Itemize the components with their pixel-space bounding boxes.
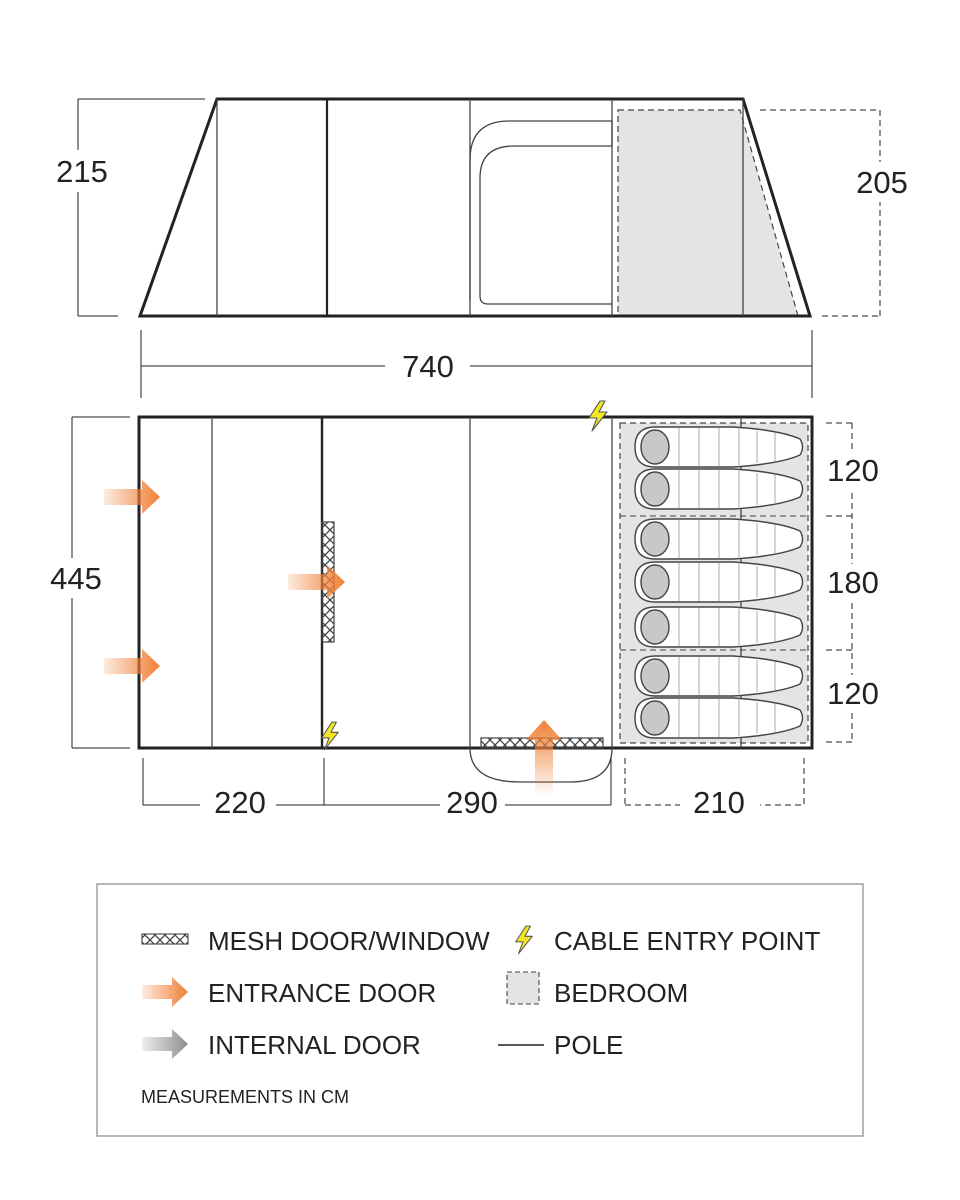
legend-internal-label: INTERNAL DOOR [208, 1030, 421, 1060]
dim-side-height-left: 215 [56, 154, 108, 189]
sleeping-bag [635, 427, 803, 467]
sleeping-bag [635, 607, 803, 647]
entrance-door-arrow [104, 480, 160, 514]
dim-side-height-right: 205 [856, 165, 908, 200]
dim-width: 445 [50, 561, 102, 596]
entrance-door-arrow-front [526, 720, 562, 796]
entrance-door-arrow [288, 565, 345, 599]
dim-bedroom-3: 120 [827, 676, 879, 711]
legend-pole-label: POLE [554, 1030, 624, 1060]
entrance-door-arrow [104, 649, 160, 683]
sleeping-bag [635, 519, 803, 559]
dim-section-3: 210 [693, 785, 745, 820]
dim-section-1: 220 [214, 785, 266, 820]
cable-entry-icon [322, 722, 339, 750]
side-window [470, 121, 612, 304]
sleeping-bag [635, 698, 803, 738]
legend-mesh-icon [142, 934, 188, 944]
dim-bedroom-1: 120 [827, 453, 879, 488]
cable-entry-icon [589, 401, 607, 431]
legend-bedroom-icon [507, 972, 539, 1004]
dim-section-2: 290 [446, 785, 498, 820]
legend-mesh-label: MESH DOOR/WINDOW [208, 926, 490, 956]
sleeping-bag [635, 656, 803, 696]
legend-cable-label: CABLE ENTRY POINT [554, 926, 821, 956]
legend-bedroom-label: BEDROOM [554, 978, 689, 1008]
legend-measurement-note: MEASUREMENTS IN CM [141, 1087, 350, 1107]
sleeping-bag [635, 562, 803, 602]
sleeping-bag [635, 469, 803, 509]
sleeping-bags [635, 427, 803, 738]
side-bedroom-area [618, 110, 798, 316]
floor-plan [40, 401, 888, 820]
side-elevation [46, 99, 916, 398]
legend-entrance-label: ENTRANCE DOOR [208, 978, 437, 1008]
legend [97, 884, 863, 1136]
dim-bedroom-2: 180 [827, 565, 879, 600]
dim-overall-length: 740 [402, 349, 454, 384]
